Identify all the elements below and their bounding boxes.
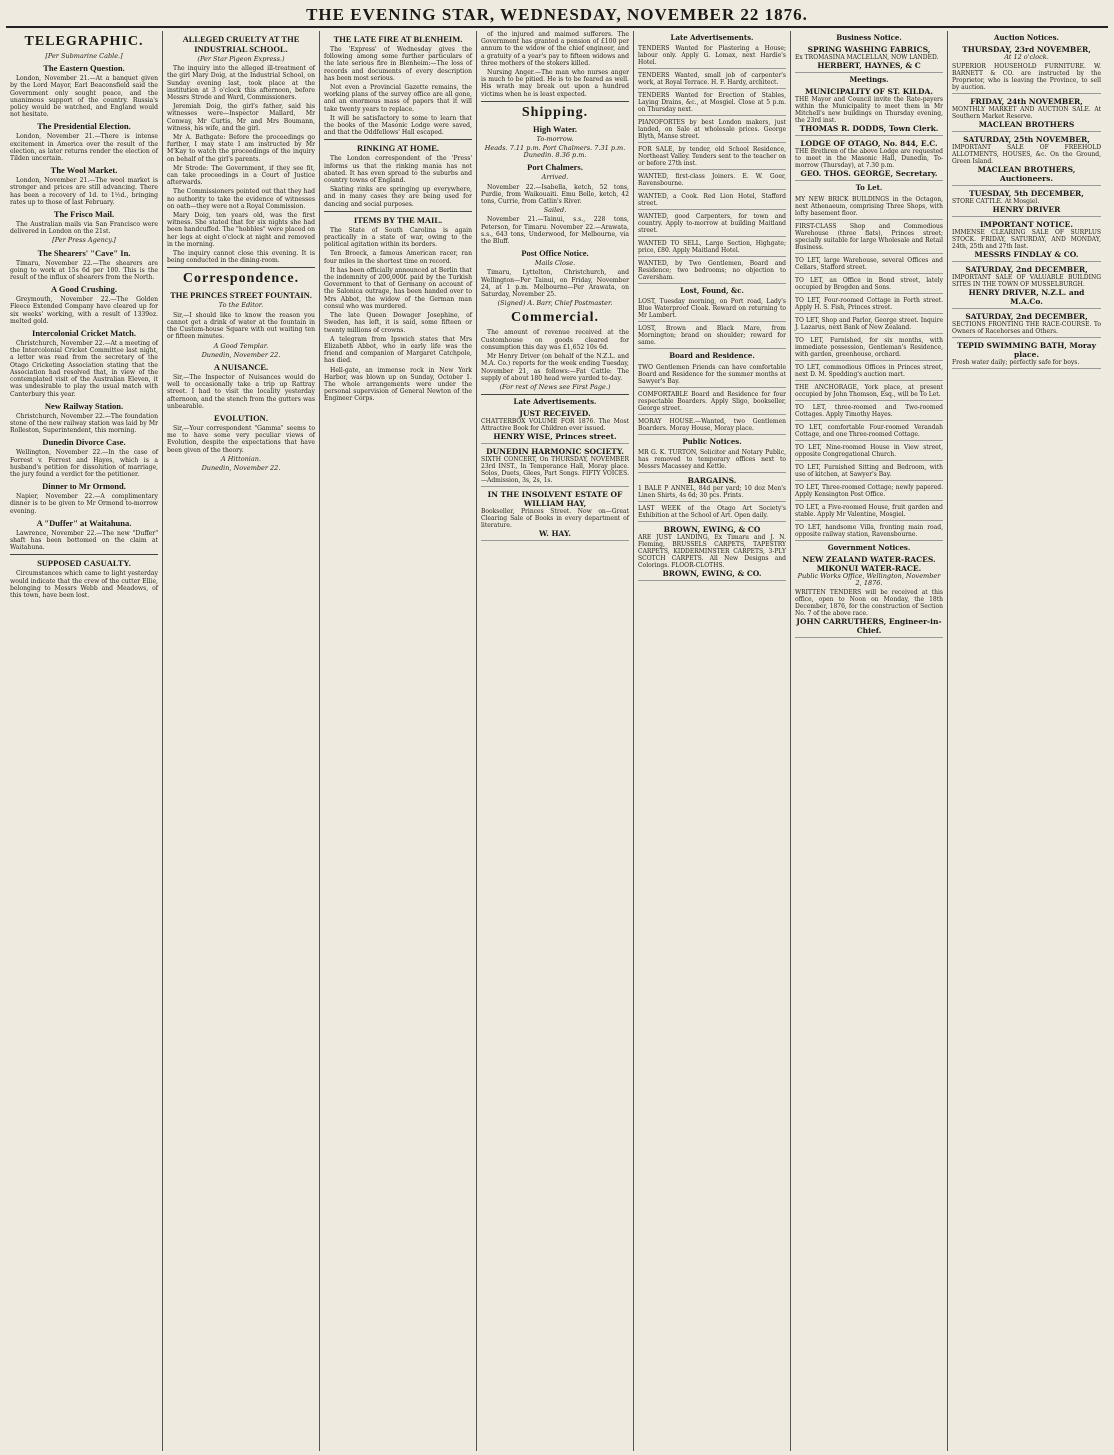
- divider: [167, 267, 315, 268]
- section-heading-telegraphic: TELEGRAPHIC.: [24, 34, 144, 49]
- classified-ad: [795, 362, 943, 381]
- column-1: [6, 31, 163, 1451]
- article-text: Sir,—The Inspector of Nuisances would do well to occasionally take a trip up Rattray street. I had to visit the locality yesterday afternoon, and the stench from the gutters was unbearable.: [167, 373, 315, 410]
- ad-signature: MESSRS FINDLAY & CO.: [974, 250, 1079, 260]
- article-heading: Intercolonial Cricket Match.: [32, 328, 136, 339]
- section-heading-commercial: Commercial.: [510, 310, 600, 326]
- classified-ad: [638, 90, 786, 116]
- ad-title: MUNICIPALITY OF ST. KILDA.: [805, 87, 933, 97]
- column-7: [948, 31, 1105, 1451]
- ad-body: WANTED, first-class Joiners. E. W. Goer, Ravensbourne.: [638, 173, 786, 188]
- classified-ad: [638, 296, 786, 322]
- divider: [10, 554, 158, 555]
- auction-notice: [952, 43, 1101, 94]
- ad-title: BROWN, EWING, & CO: [663, 524, 761, 534]
- classified-ad: [638, 389, 786, 415]
- column-6: [791, 31, 948, 1451]
- dateline: Dunedin, November 22.: [201, 350, 281, 359]
- ad-body: MY NEW BRICK BUILDINGS in the Octagon, next Athenaeum, comprising Three Shops, with lofty basement floor.: [795, 195, 943, 217]
- auction-notice: [952, 133, 1101, 186]
- ad-title: SATURDAY, 2nd DECEMBER,: [965, 312, 1088, 322]
- section-heading-government: Government Notices.: [827, 542, 911, 552]
- article-heading: A Good Crushing.: [51, 284, 117, 295]
- advertisement: [795, 137, 943, 181]
- article-text: The State of South Carolina is again practically in a state of war, owing to the political agitation within its borders.: [324, 226, 472, 249]
- article-text: London, November 21.—The wool market is stronger and prices are still advancing. There has been a recovery of 1d. to 1½d., bringing rates up to those of last February.: [10, 177, 158, 206]
- ad-body: TO LET, Nine-roomed House in View street, opposite Congregational Church.: [795, 443, 943, 458]
- article-text: Mr Strode: The Government, if they see fit, can take proceedings in a Court of Justice afterwards.: [167, 164, 315, 187]
- article-heading: The Frisco Mail.: [53, 209, 115, 220]
- article-text: Mr A. Bathgate: Before the proceedings go further, I may state I am instructed by Mr M'Kay to watch the proceedings of the inquiry on behalf of the girl's parents.: [167, 134, 315, 163]
- ad-body: TO LET, Furnished Sitting and Bedroom, with use of kitchen, at Sawyer's Bay.: [795, 463, 943, 478]
- ad-body: LOST, Brown and Black Mare, from Mornington; brand on shoulder; reward for same.: [638, 325, 786, 347]
- ad-body: WANTED TO SELL, Large Section, Highgate; price, £80. Apply Maitland Hotel.: [638, 240, 786, 255]
- classified-ad: [795, 335, 943, 361]
- subheading: To-morrow.: [536, 134, 574, 143]
- article-text: Skating rinks are springing up everywhere, and in many cases they are being used for dancing and social purposes.: [324, 186, 472, 208]
- ad-body: Ex TROMASINA MACLELLAN, NOW LANDED.: [795, 54, 939, 62]
- classified-ad: [638, 362, 786, 388]
- article-heading: Dinner to Mr Ormond.: [42, 481, 126, 492]
- column-2: [163, 31, 320, 1451]
- ad-body: TO LET, Furnished, for six months, with immediate possession, Gentleman's Residence, with garden, greenhouse, orchard.: [795, 336, 943, 358]
- article-heading: The Shearers' "Cave" In.: [37, 247, 131, 258]
- classified-ad: [795, 194, 943, 220]
- section-heading-correspondence: Correspondence.: [182, 271, 300, 287]
- ad-body: WRITTEN TENDERS will be received at this office, open to Noon on Monday, the 18th December, 1876, for the construction of Section No. 7 of the above race.: [795, 589, 943, 618]
- ad-signature: GEO. THOS. GEORGE, Secretary.: [800, 169, 938, 179]
- classified-ad: [795, 275, 943, 294]
- dateline: Dunedin, November 22.: [201, 463, 281, 472]
- ad-body: TO LET, comfortable Four-roomed Verandah Cottage, and one Three-roomed Cottage.: [795, 423, 943, 438]
- article-text: Not even a Provincial Gazette remains, the working plans of the survey office are all gone, and an enormous mass of papers that it will take twenty years to replace.: [324, 84, 472, 113]
- subheading: (Per Star Pigeon Express.): [197, 55, 285, 63]
- tide-table: Heads. 7.11 p.m. Port Chalmers. 7.31 p.m. Dunedin. 8.36 p.m.: [484, 144, 626, 160]
- section-heading-business: Business Notice.: [836, 33, 902, 42]
- ad-body: LAST WEEK of the Otago Art Society's Exhibition at the School of Art. Open daily.: [638, 504, 786, 519]
- ad-body: ARE JUST LANDING, Ex Timaru and J. N. Fleming, BRUSSELS CARPETS, TAPESTRY CARPETS, KIDDERMINSTER CARPETS, 3-PLY SCOTCH CARPETS. All New Designs and Colorings. FLOOR-CLOTHS.: [638, 533, 786, 569]
- ad-signature: MACLEAN BROTHERS, Auctioneers.: [977, 165, 1076, 184]
- classified-ad: [638, 211, 786, 237]
- article-text: The inquiry into the alleged ill-treatment of the girl Mary Doig, at the Industrial School, on Sunday evening last, took place at the institution at 3 o'clock this afternoon, before Messrs Strode and Ward, Commissioners.: [167, 65, 315, 102]
- ad-subtitle: MIKONUI WATER-RACE.: [816, 563, 922, 573]
- column-5: [634, 31, 791, 1451]
- article-text: Wellington, November 22.—In the case of Forrest v. Forrest and Hayes, which is a husband's petition for dissolution of marriage, the jury found a verdict for the petitioner.: [10, 449, 158, 478]
- subheading: Sailed.: [543, 206, 567, 215]
- ad-body: IMPORTANT SALE OF FREEHOLD ALLOTMENTS, HOUSES, &c. On the Ground, Green Island.: [952, 144, 1101, 166]
- classified-ad: [638, 258, 786, 284]
- article-text: The 'Express' of Wednesday gives the following among some further particulars of the late serious fire in Blenheim:—The loss of records and documents of every description has been most serious.: [324, 46, 472, 82]
- ad-title: TEPID SWIMMING BATH, Moray place.: [956, 341, 1096, 360]
- ad-signature: MACLEAN BROTHERS: [978, 120, 1075, 130]
- article-heading: THE PRINCES STREET FOUNTAIN.: [170, 290, 312, 301]
- ad-title: TUESDAY, 5th DECEMBER,: [969, 189, 1084, 199]
- auction-notice: [952, 95, 1101, 132]
- classified-ad: [795, 255, 943, 274]
- article-text: Timaru, Lyttelton, Christchurch, and Wellington—Per Tainui, on Friday, November 24, at 1 p.m. Melbourne—Per Arawata, on Saturday, November 25.: [481, 269, 629, 299]
- classified-ad: [795, 522, 943, 541]
- auction-notice: [952, 187, 1101, 217]
- article-heading: ALLEGED CRUELTY AT THE INDUSTRIAL SCHOOL.: [182, 34, 300, 54]
- classified-ad: [638, 191, 786, 210]
- ad-time: At 12 o'clock.: [1004, 53, 1049, 62]
- ad-body: SIXTH CONCERT, On THURSDAY, NOVEMBER 23rd INST., In Temperance Hall, Moray place. Solos, Duets, Glees, Part Songs. FIFTY VOICES.—Admission, 3s, 2s, 1s.: [481, 456, 629, 485]
- ad-body: IMPORTANT SALE OF VALUABLE BUILDING SITES IN THE TOWN OF MUSSELBURGH.: [952, 274, 1101, 289]
- ad-body: TO LET, a Five-roomed House, fruit garden and stable. Apply Mr Valentine, Mosgiel.: [795, 503, 943, 518]
- ad-body: TO LET, Three-roomed Cottage; newly papered. Apply Kensington Post Office.: [795, 483, 943, 498]
- column-4: [477, 31, 634, 1451]
- ad-body: COMFORTABLE Board and Residence for four respectable Boarders. Apply Sligo, bookseller, George street.: [638, 390, 786, 412]
- article-text: It has been officially announced at Berlin that the indemnity of 200,000f. paid by the Turkish Government to that of Germany on account of the Salonica outrage, has been handed over to Mrs Abbot, the widow of the German man consul who was murdered.: [324, 266, 472, 310]
- classified-ad: [795, 502, 943, 521]
- ad-body: WANTED, good Carpenters, for town and country. Apply to-morrow at building Maitland street.: [638, 213, 786, 235]
- classified-ad: [795, 382, 943, 401]
- article-heading: High Water.: [533, 123, 577, 134]
- ad-body: WANTED, a Cook. Red Lion Hotel, Stafford street.: [638, 193, 786, 208]
- classified-ad: [638, 447, 786, 473]
- article-text: Christchurch, November 22.—The foundation stone of the new railway station was laid by Mr Rolleston, Superintendent, this morning.: [10, 412, 158, 435]
- article-text: Jeremiah Doig, the girl's father, said his witnesses were—Inspector Mallard, Mr Conway, Mr Curtis, Mr and Mrs Boumann, witness, his wife, and the girl.: [167, 103, 315, 132]
- article-heading: The Presidential Election.: [37, 121, 131, 132]
- ad-title: THURSDAY, 23rd NOVEMBER,: [962, 45, 1091, 55]
- advertisement: [638, 523, 786, 581]
- article-text: Mr Henry Driver (on behalf of the N.Z.L. and M.A. Co.) reports for the week ending Tuesday, November 21, as follows:—Fat Cattle: The supply of about 180 head were yarded to-day.: [481, 353, 629, 382]
- ad-signature: HENRY DRIVER, N.Z.L. and M.A.Co.: [968, 288, 1085, 307]
- article-text: November 21.—Tainui, s.s., 228 tons, Peterson, for Timaru. November 22.—Arawata, s.s., 643 tons, Underwood, for Melbourne, via the Bluff.: [481, 216, 629, 246]
- ad-body: Bookseller, Princes Street. Now on—Great Clearing Sale of Books in every department of literature.: [481, 508, 629, 530]
- ad-body: THE Mayor and Council invite the Rate-payers within the Municipality to meet them in Mr Mitchell's new buildings on Thursday evening, the 23rd inst.: [795, 96, 943, 125]
- auction-notice: [952, 263, 1101, 309]
- classified-ad: [795, 295, 943, 314]
- ad-title: NEW ZEALAND WATER-RACES.: [802, 554, 936, 564]
- ad-body: TO LET, an Office in Bond street, lately occupied by Brogden and Sons.: [795, 276, 943, 291]
- subheading: [Per Submarine Cable.]: [45, 52, 123, 60]
- ad-signature: W. HAY.: [538, 529, 571, 539]
- advertisement: [952, 339, 1101, 369]
- section-heading-to-let: To Let.: [855, 183, 883, 193]
- ad-title: SATURDAY, 2nd DECEMBER,: [965, 265, 1088, 275]
- subheading: Mails Close.: [534, 259, 576, 268]
- classified-ad: [795, 221, 943, 254]
- article-text: London, November 21.—At a banquet given by the Lord Mayor, Earl Beaconsfield said the Government only sought peace, and the unanimous support of the country. Russia's policy would be watched, and England would not hesitate.: [10, 75, 158, 119]
- article-text: Mary Doig, ten years old, was the first witness. She stated that for six nights she had been handcuffed. The "hobbles" were placed on her legs at eight o'clock at night and removed in the morning.: [167, 212, 315, 248]
- classified-ad: [638, 416, 786, 435]
- article-heading: The Eastern Question.: [43, 63, 125, 74]
- ad-title: JUST RECEIVED.: [519, 409, 591, 419]
- ad-signature: HERBERT, HAYNES, & C: [817, 61, 921, 71]
- section-heading-public-notices: Public Notices.: [682, 436, 742, 446]
- article-text: The amount of revenue received at the Customhouse on goods cleared for consumption this day was £1,652 10s 6d.: [481, 329, 629, 351]
- classified-ad: [795, 422, 943, 441]
- subheading: To the Editor.: [218, 301, 264, 310]
- article-text: Lawrence, November 22.—The new "Duffer" shaft has been bottomed on the claim at Waitahuna.: [10, 529, 158, 552]
- article-text: London, November 21.—There is intense excitement in America over the result of the election, as later returns render the election of Tilden uncertain.: [10, 133, 158, 163]
- article-text: A telegram from Ipswich states that Mrs Elizabeth Abbot, who in early life was the friend and companion of Margaret Catchpole, has died.: [324, 335, 472, 365]
- ad-body: TWO Gentlemen Friends can have comfortable Board and Residence for the summer months at Sawyer's Bay.: [638, 363, 786, 385]
- advertisement: [481, 445, 629, 487]
- ad-body: FOR SALE, by tender, old School Residence, Northeast Valley. Tenders sent to the teacher on or before 27th inst.: [638, 146, 786, 168]
- signature: A Hittonian.: [220, 454, 262, 463]
- ad-signature: HENRY WISE, Princes street.: [493, 432, 617, 442]
- ad-body: SUPERIOR HOUSEHOLD FURNITURE. W. BARNETT & CO. are instructed by the Proprietor, who is leaving the Province, to sell by auction.: [952, 63, 1101, 92]
- ad-body: TO LET, large Warehouse, several Offices and Cellars, Stafford street.: [795, 256, 943, 271]
- ad-body: LOST, Tuesday morning, on Port road, Lady's Blue Waterproof Cloak. Reward on returning to Mr Lambert.: [638, 298, 786, 320]
- classified-ad: [795, 315, 943, 334]
- ad-body: CHATTERBOX VOLUME FOR 1876. The Most Attractive Book for Children ever issued.: [481, 418, 629, 433]
- ad-body: TO LET, Four-roomed Cottage in Forth street. Apply H. S. Fish, Princes street.: [795, 296, 943, 311]
- article-text: The Commissioners pointed out that they had no authority to take the evidence of witnesses on oath—they were not a Royal Commission.: [167, 188, 315, 210]
- classified-ad: [795, 462, 943, 481]
- article-heading: THE LATE FIRE AT BLENHEIM.: [333, 34, 463, 44]
- ad-body: SECTIONS FRONTING THE RACE-COURSE. To Owners of Racehorses and Others.: [952, 321, 1101, 336]
- advertisement: [795, 43, 943, 73]
- section-heading-late-ads: Late Advertisements.: [513, 397, 597, 407]
- article-text: Timaru, November 22.—The shearers are going to work at 15s 6d per 100. This is the result of the influx of shearers from the North.: [10, 259, 158, 282]
- article-heading: Port Chalmers.: [527, 162, 583, 173]
- article-heading: SUPPOSED CASUALTY.: [37, 558, 131, 569]
- ad-title: IN THE INSOLVENT ESTATE OF WILLIAM HAY,: [487, 490, 623, 509]
- article-text: The late Queen Dowager Josephine, of Sweden, has left, it is said, some fifteen or twenty millions of crowns.: [324, 312, 472, 334]
- ad-title: DUNEDIN HARMONIC SOCIETY.: [486, 447, 624, 457]
- ad-title: LODGE OF OTAGO, No. 844, E.C.: [800, 139, 938, 149]
- ad-body: IMMENSE CLEARING SALE OF SURPLUS STOCK. FRIDAY, SATURDAY, AND MONDAY, 24th, 25th and 27th Inst.: [952, 229, 1101, 251]
- ad-signature: THOMAS R. DODDS, Town Clerk.: [799, 124, 939, 134]
- signature: (Signed) A. Barr, Chief Postmaster.: [497, 299, 613, 308]
- divider: [481, 394, 629, 395]
- classified-ad: [638, 323, 786, 349]
- ad-body: 1 BALE P ANNEL, 84d per yard; 10 doz Men's Linen Shirts, 4s 6d; 30 pcs. Prints.: [638, 484, 786, 499]
- ad-signature: BROWN, EWING, & CO.: [662, 568, 762, 578]
- article-text: Circumstances which came to light yesterday would indicate that the crew of the cutter Ellie, belonging to Messrs Webb and Meadows, of this town, have been lost.: [10, 570, 158, 599]
- article-heading: The Wool Market.: [50, 165, 118, 176]
- ad-title: FRIDAY, 24th NOVEMBER,: [970, 97, 1083, 107]
- ad-signature: JOHN CARRUTHERS, Engineer-in-Chief.: [796, 617, 942, 636]
- ad-body: FIRST-CLASS Shop and Commodious Warehouse (three flats), Princes street; specially suitable for large Wholesale and Retail Business.: [795, 222, 943, 251]
- article-text: The Australian mails via San Francisco were delivered in London on the 21st.: [10, 221, 158, 236]
- classified-ad: [638, 70, 786, 89]
- classified-ad: [795, 482, 943, 501]
- article-text: Greymouth, November 22.—The Golden Fleece Extended Company have cleared up for six weeks' working, with a result of 1339oz. melted gold.: [10, 296, 158, 325]
- article-text: It will be satisfactory to some to learn that the books of the Masonic Lodge were saved, and that the Oddfellows' Hall escaped.: [324, 114, 472, 137]
- classified-ads: [638, 43, 786, 284]
- advertisement: [481, 488, 629, 541]
- ad-body: THE Brethren of the above Lodge are requested to meet in the Masonic Hall, Dunedin, To-morrow (Thursday), at 7.30 p.m.: [795, 148, 943, 170]
- article-text: Ten Broeck, a famous American racer, ran four miles in the shortest time on record.: [324, 250, 472, 265]
- divider: [324, 139, 472, 140]
- article-text: The inquiry cannot close this evening. It is being conducted in the dining-room.: [167, 250, 315, 265]
- advertisement: [795, 553, 943, 638]
- ad-body: TO LET, handsome Villa, fronting main road, opposite railway station, Ravensbourne.: [795, 523, 943, 538]
- article-text: Nursing Anger.—The man who nurses anger is much to be pitied. He is to be feared as well. His wrath may break out upon a hundred victims when he is least expected.: [481, 69, 629, 98]
- note: (For rest of News see First Page.): [499, 382, 611, 391]
- ad-title: SATURDAY, 25th NOVEMBER,: [963, 135, 1090, 145]
- article-text: The London correspondent of the 'Press' informs us that the rinking mania has not abated. It has even spread to the suburbs and country towns of England.: [324, 155, 472, 185]
- classified-ad: [638, 117, 786, 143]
- subheading: [Per Press Agency.]: [52, 236, 116, 245]
- section-heading-lost-found: Lost, Found, &c.: [680, 286, 744, 296]
- article-heading: Post Office Notice.: [521, 248, 589, 259]
- auction-notice: [952, 218, 1101, 262]
- signature: A Good Templar.: [213, 341, 269, 350]
- masthead: THE EVENING STAR, WEDNESDAY, NOVEMBER 22 1876.: [6, 4, 1108, 28]
- ad-body: TO LET, Shop and Parlor, George street. Inquire J. Lazarus, next Bank of New Zealand.: [795, 316, 943, 331]
- ad-body: TO LET, three-roomed and Two-roomed Cottages. Apply Timothy Hayes.: [795, 403, 943, 418]
- ad-body: TENDERS Wanted for Erection of Stables, Laying Drains, &c., at Mosgiel. Close at 5 p.m. on Thursday next.: [638, 92, 786, 114]
- section-heading-shipping: Shipping.: [521, 104, 589, 120]
- section-heading-meetings: Meetings.: [849, 75, 889, 85]
- advertisement: [795, 85, 943, 136]
- ad-body: PIANOFORTES by best London makers, just landed, on Sale at wholesale prices. George Blyth, Manse street.: [638, 119, 786, 141]
- ad-body: Fresh water daily; perfectly safe for boys.: [952, 359, 1080, 367]
- section-heading-board: Board and Residence.: [669, 351, 755, 361]
- classified-ad: [795, 402, 943, 421]
- ad-body: TENDERS Wanted for Plastering a House; labour only. Apply G. Lomax, next Hardie's Hotel.: [638, 45, 786, 67]
- article-heading: ITEMS BY THE MAIL.: [353, 214, 443, 225]
- advertisement: [638, 474, 786, 502]
- article-text: Hell-gate, an immense rock in New York Harbor, was blown up on Sunday, October 1. The whole arrangements were under the personal supervision of General Newton of the Engineer Corps.: [324, 366, 472, 403]
- ad-title: BARGAINS.: [687, 475, 737, 485]
- article-heading: EVOLUTION.: [214, 412, 268, 423]
- column-3: [320, 31, 477, 1451]
- article-text: of the injured and maimed sufferers. The Government has granted a pension of £100 per annum to the widow of the chief engineer, and a gratuity of a year's pay to fifteen widows and three mothers of the stokers killed.: [481, 31, 629, 67]
- ad-body: TENDERS Wanted, small job of carpenter's work, at Royal Terrace. H. F. Hardy, architect.: [638, 72, 786, 87]
- ad-title: SPRING WASHING FABRICS,: [807, 45, 931, 55]
- subheading: Arrived.: [541, 173, 569, 182]
- classified-ad: [795, 442, 943, 461]
- advertisement: [481, 407, 629, 444]
- ad-body: MR G. K. TURTON, Solicitor and Notary Public, has removed to temporary offices next to Messrs Macassey and Kettle.: [638, 448, 786, 470]
- article-heading: A "Duffer" at Waitahuna.: [36, 517, 132, 528]
- ad-body: THE ANCHORAGE, York place, at present occupied by John Thomson, Esq., will be To Let.: [795, 383, 943, 398]
- classified-ad: [638, 238, 786, 257]
- classified-ad: [638, 503, 786, 522]
- section-heading-auctions: Auction Notices.: [994, 33, 1059, 42]
- article-heading: RINKING AT HOME.: [356, 143, 440, 154]
- ad-body: TO LET, commodious Offices in Princes street, next D. M. Spedding's auction mart.: [795, 363, 943, 378]
- article-heading: New Railway Station.: [44, 400, 124, 411]
- ad-body: MONTHLY MARKET AND AUCTION SALE. At Southern Market Reserve.: [952, 106, 1101, 121]
- auction-notice: [952, 310, 1101, 338]
- ad-signature: HENRY DRIVER: [992, 205, 1061, 215]
- ad-body: WANTED, by Two Gentlemen, Board and Residence; two bedrooms; no objection to Caversham.: [638, 260, 786, 282]
- article-heading: Dunedin Divorce Case.: [42, 437, 126, 448]
- ad-title: IMPORTANT NOTICE.: [980, 220, 1073, 230]
- article-text: Christchurch, November 22.—At a meeting of the Intercolonial Cricket Committee last night, a letter was read from the secretary of the Otago Cricketing Association stating that the Association had resolved that, in view of the contemplated visit of the Australian Eleven, it was undesirable to play the usual match with Canterbury this year.: [10, 340, 158, 398]
- ad-body: STORE CATTLE. At Mosgiel.: [952, 198, 1040, 206]
- ad-body: MORAY HOUSE.—Wanted, two Gentlemen Boarders. Moray House, Moray place.: [638, 417, 786, 432]
- article-text: Sir,—I should like to know the reason you cannot get a drink of water at the fountain in the Custom-house Square with out waiting ten or fifteen minutes.: [167, 311, 315, 341]
- divider: [324, 211, 472, 212]
- divider: [481, 101, 629, 102]
- article-text: November 22.—Isabella, ketch, 52 tons, Purdie, from Waikouaiti. Emu Belle, ketch, 42 tons, Currie, from Catlin's River.: [481, 183, 629, 206]
- columns: [6, 31, 1108, 1451]
- classified-ad: [638, 171, 786, 190]
- classified-ad: [638, 43, 786, 69]
- article-text: Sir,—Your correspondent "Gamma" seems to me to have some very peculiar views of Evolution, despite the expectations that have been given of the theory.: [167, 424, 315, 454]
- section-heading-late-ads: Late Advertisements.: [670, 33, 754, 42]
- article-text: Napier, November 22.—A complimentary dinner is to be given to Mr Ormond to-morrow evening.: [10, 493, 158, 515]
- article-heading: A NUISANCE.: [213, 361, 269, 372]
- ad-dateline: Public Works Office, Wellington, November 2, 1876.: [797, 571, 941, 588]
- classified-ad: [638, 144, 786, 170]
